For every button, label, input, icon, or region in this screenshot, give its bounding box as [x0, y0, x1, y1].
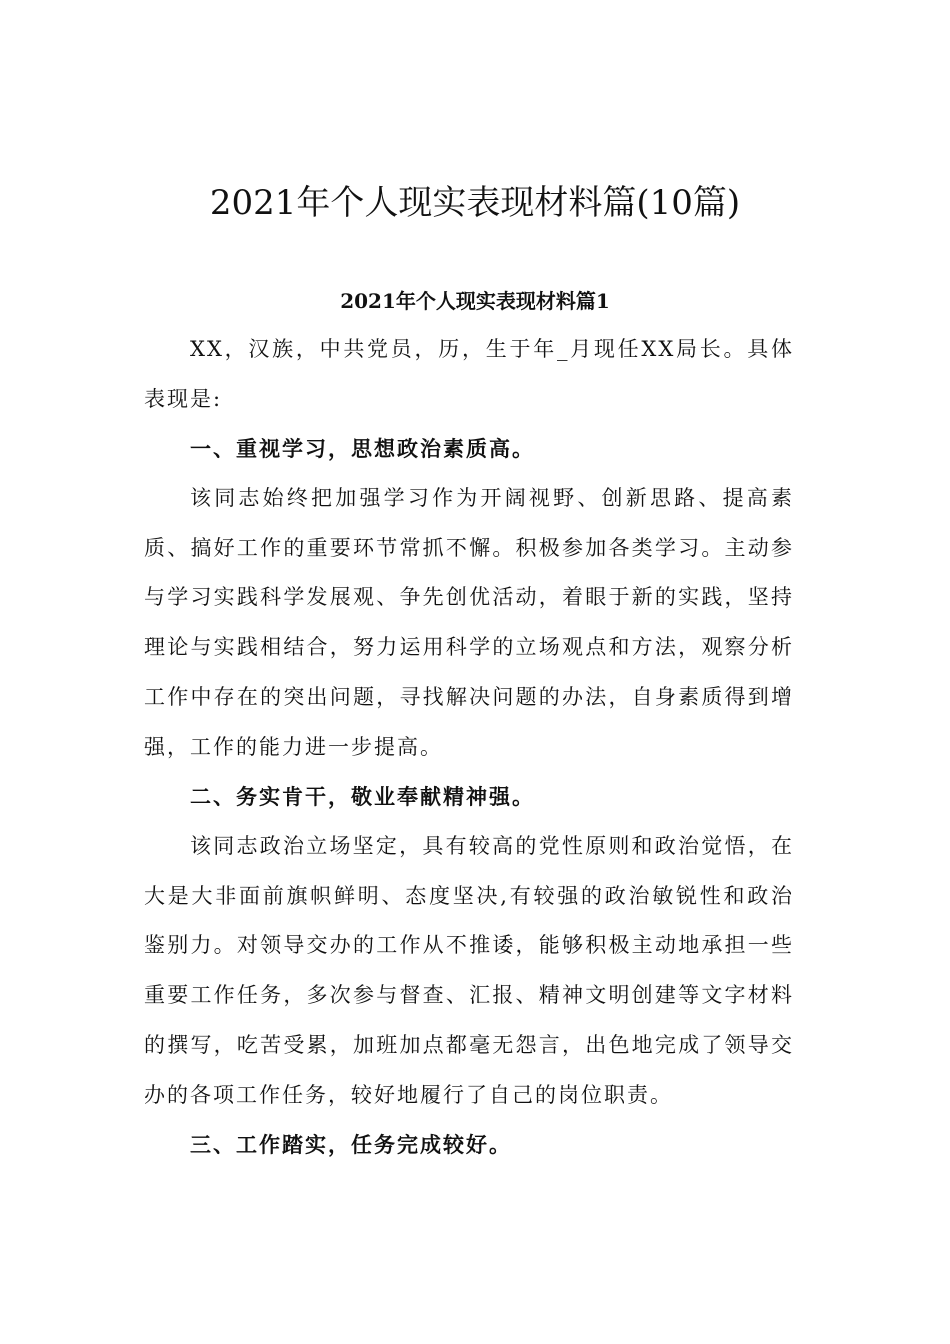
section-heading-1: 一、重视学习，思想政治素质高。: [190, 436, 535, 461]
section-heading-2: 二、务实肯干，敬业奉献精神强。: [190, 784, 535, 809]
section-subtitle: 2021年个人现实表现材料篇1: [340, 289, 610, 313]
body-paragraph-1: 该同志始终把加强学习作为开阔视野、创新思路、提高素质、搞好工作的重要环节常抓不懈。积极参加各类学习。主动参与学习实践科学发展观、争先创优活动，着眼于新的实践，坚持理论与实践相结合，努力运用科学的立场观点和方法，观察分析工作中存在的突出问题，寻找解决问题的办法，自身素质得到增强，工作的能力进一步提高。: [144, 486, 794, 759]
intro-paragraph: XX，汉族，中共党员，历，生于年_月现任XX局长。具体表现是:: [144, 337, 794, 411]
section-heading-3: 三、工作踏实，任务完成较好。: [190, 1132, 512, 1157]
document-title: 2021年个人现实表现材料篇(10篇): [209, 183, 741, 223]
body-paragraph-2: 该同志政治立场坚定，具有较高的党性原则和政治觉悟，在大是大非面前旗帜鲜明、态度坚决,有较强的政治敏锐性和政治鉴别力。对领导交办的工作从不推诿，能够积极主动地承担一些重要工作任务，多次参与督查、汇报、精神文明创建等文字材料的撰写，吃苦受累，加班加点都毫无怨言，出色地完成了领导交办的各项工作任务，较好地履行了自己的岗位职责。: [144, 834, 794, 1107]
